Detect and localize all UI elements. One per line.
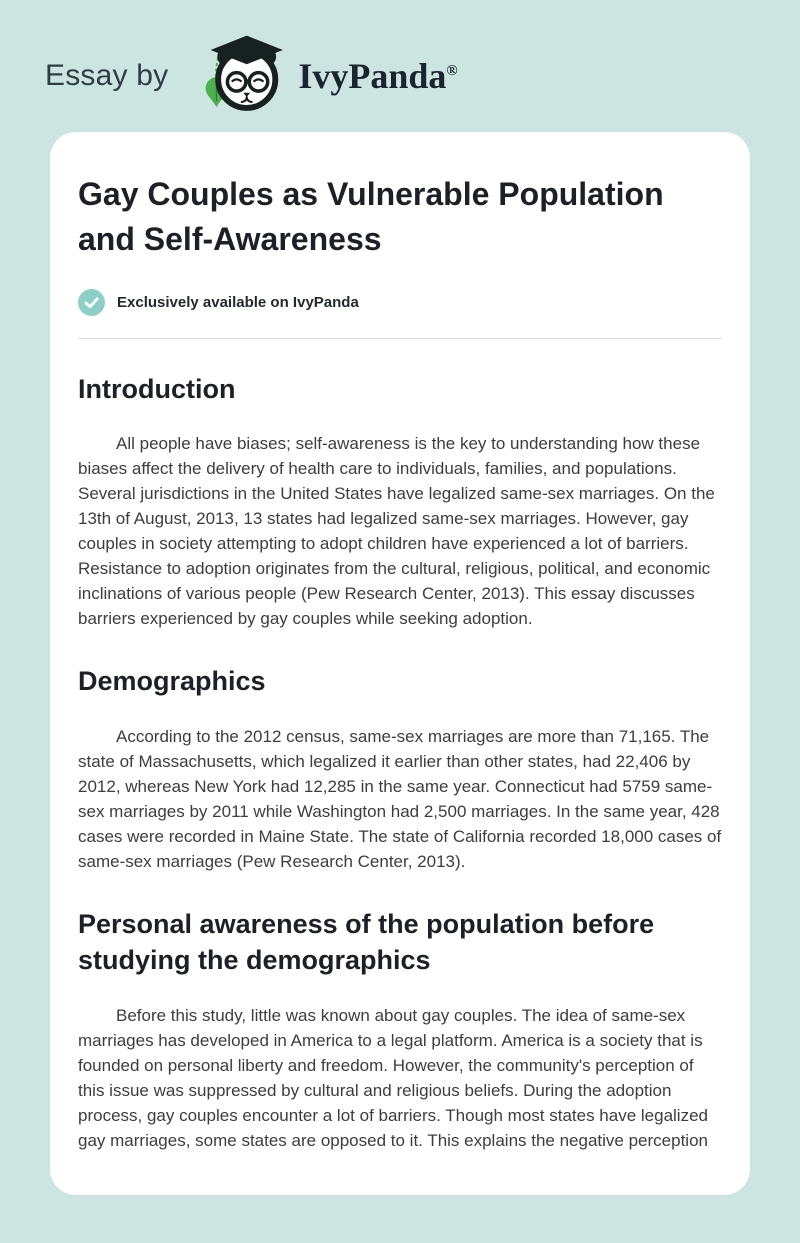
section-introduction — [78, 371, 722, 631]
check-icon — [78, 289, 105, 316]
essay-title: Gay Couples as Vulnerable Population and Self-Awareness — [78, 176, 664, 258]
divider — [78, 338, 722, 339]
essay-card — [50, 132, 750, 1195]
site-header — [0, 0, 800, 118]
section-demographics — [78, 663, 722, 873]
exclusive-badge-text: Exclusively available on IvyPanda — [117, 293, 359, 311]
registered-trademark: ® — [446, 63, 458, 79]
ivypanda-panda-logo-icon — [192, 34, 288, 118]
section-paragraph: Before this study, little was known about gay couples. The idea of same-sex marriages has developed in America to a legal platform. America is a society that is founded on personal liberty and freedom. However, the community's perception of this issue was suppressed by cultural and religious beliefs. During the adoption process, gay couples encounter a lot of barriers. Though most states have legalized gay marriages, some states are opposed to it. This explains the negative perception — [78, 1005, 708, 1150]
brand-name — [298, 58, 457, 94]
brand-text: IvyPanda — [298, 56, 447, 96]
section-heading: Demographics — [78, 666, 266, 697]
section-heading: Introduction — [78, 373, 236, 404]
section-heading: Personal awareness of the population before studying the demographics — [78, 908, 655, 976]
exclusive-badge — [78, 289, 722, 316]
section-paragraph: All people have biases; self-awareness is the key to understanding how these biases affect the delivery of health care to individuals, families, and populations. Several jurisdictions in the United States have legalized same-sex marriages. On the 13th of August, 2013, 13 states had legalized same-sex marriages. However, gay couples in society attempting to adopt children have experienced a lot of barriers. Resistance to adoption originates from the cultural, religious, political, and economic inclinations of various people (Pew Research Center, 2013). This essay discusses barriers experienced by gay couples while seeking adoption. — [78, 434, 715, 629]
essay-by-label: Essay by — [45, 59, 169, 92]
section-personal-awareness — [78, 906, 722, 1153]
section-paragraph: According to the 2012 census, same-sex marriages are more than 71,165. The state of Massachusetts, which legalized it earlier than other states, had 22,406 by 2012, whereas New York had 12,285 in the same year. Connecticut had 5759 same-sex marriages by 2011 while Washington had 2,500 marriages. In the same year, 428 cases were recorded in Maine State. The state of California recorded 18,000 cases of same-sex marriages (Pew Research Center, 2013). — [78, 726, 722, 871]
